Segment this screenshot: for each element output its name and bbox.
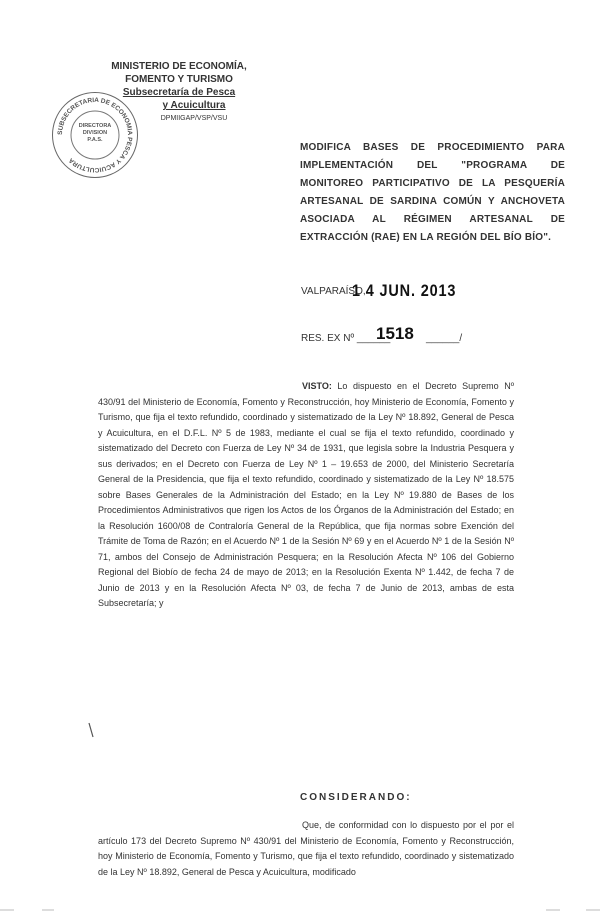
scan-edge-marks	[0, 902, 600, 916]
place-label: VALPARAÍSO,	[301, 286, 366, 297]
resolution-blank: ______/	[426, 333, 463, 344]
considerando-paragraph: Que, de conformidad con lo dispuesto por el por el artículo 173 del Decreto Supremo Nº 430/91 del Ministerio de Economía, Fomento y Reconstrucción, hoy Ministerio de Economía, Fomento y Turismo, que fija el texto refundido, coordinado y sistematizado de la Ley Nº 18.892, General de Pesca y Acuicultura, modificado	[98, 820, 514, 877]
visto-label: VISTO:	[302, 381, 332, 391]
reference-code: DPMIIGAP/VSP/VSU	[160, 115, 228, 122]
visto-paragraph	[98, 379, 514, 612]
date-stamp: 1 4 JUN. 2013	[352, 281, 457, 300]
margin-mark	[88, 722, 94, 738]
subsecretaria-line-2: y Acuicultura	[162, 100, 226, 111]
official-seal-stamp	[52, 92, 138, 178]
ministry-line-1: MINISTERIO DE ECONOMÍA,	[111, 61, 247, 72]
ministry-line-2: FOMENTO Y TURISMO	[125, 74, 233, 85]
resolution-label: RES. EX Nº ______	[301, 333, 391, 344]
subsecretaria-line-1: Subsecretaría de Pesca	[122, 87, 236, 98]
resolution-number: 1518	[376, 324, 414, 343]
considerando-heading: CONSIDERANDO:	[300, 792, 412, 803]
resolution-title: MODIFICA BASES DE PROCEDIMIENTO PARA IMPLEMENTACIÓN DEL "PROGRAMA DE MONITOREO PARTICIPATIVO DE LA PESQUERÍA ARTESANAL DE SARDINA COMÚN Y ANCHOVETA ASOCIADA AL RÉGIMEN ARTESANAL DE EXTRACCIÓN (RAE) EN LA REGIÓN DEL BÍO BÍO".	[300, 142, 565, 243]
seal-center-line-2: DIVISION	[82, 130, 108, 136]
seal-center-line-1: DIRECTORA	[78, 123, 112, 129]
seal-center	[67, 123, 123, 144]
visto-text: Lo dispuesto en el Decreto Supremo Nº 430/91 del Ministerio de Economía, Fomento y Reconstrucción, hoy Ministerio de Economía, Fomento y Turismo, que fija el texto refundido, coordinado y sistematizado de la Ley Nº 18.892, General de Pesca y Acuicultura, en el D.F.L. Nº 5 de 1983, mediante el cual se fija el texto refundido, coordinado y sistematizado del Decreto con Fuerza de Ley Nº 34 de 1931, que legisla sobre la Industria Pesquera y sus derivados; en el Decreto con Fuerza de Ley Nº 1 – 19.653 de 2000, del Ministerio Secretaría General de la Presidencia, que fija el texto refundido, coordinado y sistematizado de la Ley Nº 18.575 sobre Bases Generales de la Administración del Estado; en la Ley Nº 19.880 de Bases de los Procedimientos Administrativos que rigen los Actos de los Órganos de la Administración del Estado; en la Resolución 1600/08 de Contraloría General de la República, que fija normas sobre Exención del Trámite de Toma de Razón; en el Acuerdo Nº 1 de la Sesión Nº 69 y en el Acuerdo Nº 1 de la Sesión Nº 71, ambos del Consejo de Administración Pesquera; en la Resolución Afecta Nº 106 del Gobierno Regional del Biobío de fecha 24 de mayo de 2013; en la Resolución Exenta Nº 1.442, de fecha 7 de Junio de 2013 y en la Resolución Afecta Nº 03, de fecha 7 de Junio de 2013, ambas de esta Subsecretaría; y	[98, 381, 514, 608]
seal-ring-text: SUBSECRETARIA DE ECONOMIA PESCA Y ACUICULTURA	[56, 96, 134, 174]
seal-center-line-3: P.A.S.	[87, 137, 103, 143]
